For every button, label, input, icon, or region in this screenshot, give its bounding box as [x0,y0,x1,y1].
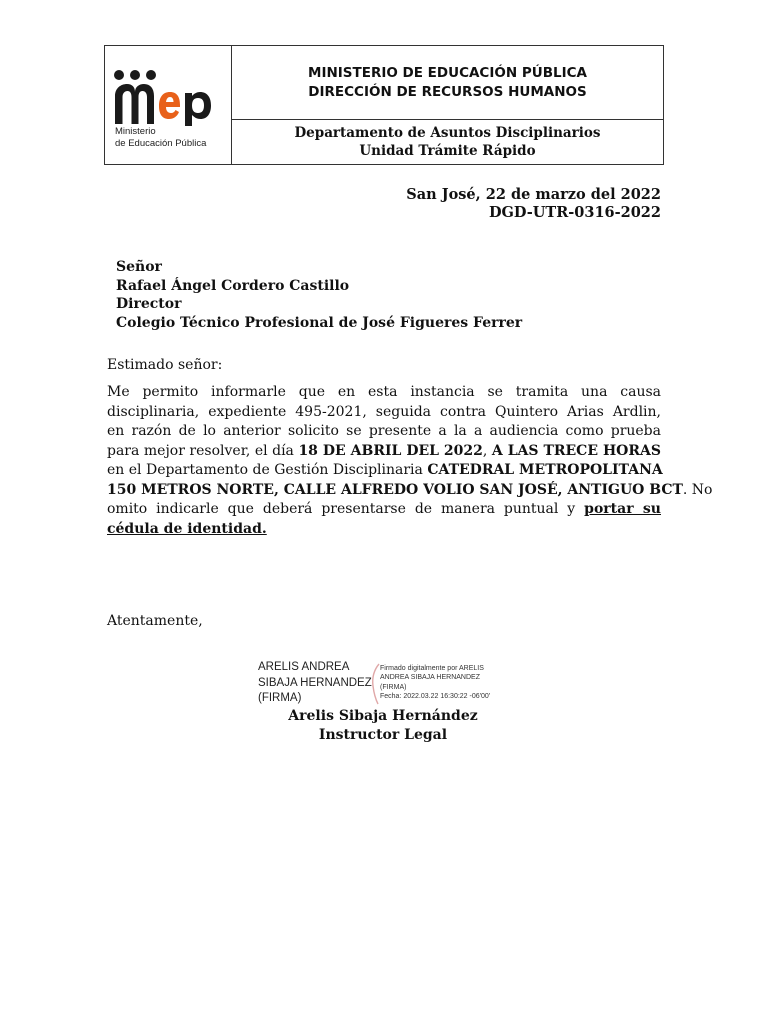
letter-reference: DGD-UTR-0316-2022 [488,204,661,221]
id-requirement: portar su [584,501,661,517]
body-text: omito indicarle que deberá presentarse de manera puntual y [107,501,585,517]
unit-name: Unidad Trámite Rápido [359,143,536,159]
signer-name: Arelis Sibaja Hernández [288,708,478,724]
letterhead [104,45,664,165]
signature-name-line: (FIRMA) [258,692,302,704]
signer-title: Instructor Legal [318,727,448,743]
ministry-name: MINISTERIO DE EDUCACIÓN PÚBLICA [308,64,587,81]
logo-cell [105,46,232,164]
body-line [107,442,661,462]
signature-meta-line: (FIRMA) [380,683,407,691]
greeting: Estimado señor: [107,357,223,373]
hearing-date: 18 DE ABRIL DEL 2022 [298,442,483,459]
letter-date: San José, 22 de marzo del 2022 [406,186,661,203]
body-line: Me permito informarle que en esta instancia se tramita una causa [107,384,661,400]
mep-logo [113,66,225,126]
department-name: Departamento de Asuntos Disciplinarios [294,125,601,141]
signature-name-line: SIBAJA HERNANDEZ [258,676,372,689]
directorate-name: DIRECCIÓN DE RECURSOS HUMANOS [308,83,587,100]
signature-name-line: ARELIS ANDREA [258,661,350,673]
signature-name [258,660,372,707]
id-requirement: cédula de identidad. [107,520,267,537]
body-line [107,461,661,481]
logo-sub-line: de Educación Pública [115,138,207,149]
signature-meta-line: Fecha: 2022.03.22 16:30:22 -06'00' [380,692,491,700]
hearing-time: A LAS TRECE HORAS [491,442,661,459]
body-text: , [482,442,492,459]
body-line: en razón de lo anterior solicito se presente a la a audiencia como prueba [107,423,661,439]
hearing-location-detail: 150 METROS NORTE, CALLE ALFREDO VOLIO SAN JOSÉ, ANTIGUO BCT [107,481,683,498]
body-line [107,520,661,540]
recipient-salutation: Señor [116,259,162,275]
body-text: . No [682,481,713,498]
body-text: en el Departamento de Gestión Disciplinaria [107,462,428,478]
recipient-institution: Colegio Técnico Profesional de José Figueres Ferrer [116,314,523,331]
logo-subtitle [115,126,206,150]
signer-block [258,707,508,745]
digital-signature [258,660,508,710]
body-line [107,500,661,520]
signature-meta-line: Firmado digitalmente por ARELIS [380,665,484,672]
ministry-title [232,46,663,120]
signature-metadata [380,664,490,701]
recipient-block [116,258,522,332]
body-paragraph [107,383,713,539]
body-line [107,481,713,501]
body-line: disciplinaria, expediente 495-2021, seguida contra Quintero Arias Ardlin, [107,403,661,420]
logo-sub-line: Ministerio [115,126,156,137]
hearing-location: CATEDRAL METROPOLITANA [427,462,663,478]
body-text: para mejor resolver, el día [107,442,299,459]
signature-meta-line: ANDREA SIBAJA HERNANDEZ [380,674,480,682]
recipient-name: Rafael Ángel Cordero Castillo [116,277,350,294]
closing: Atentamente, [107,613,203,629]
recipient-title: Director [116,296,182,313]
department-title [232,120,663,164]
